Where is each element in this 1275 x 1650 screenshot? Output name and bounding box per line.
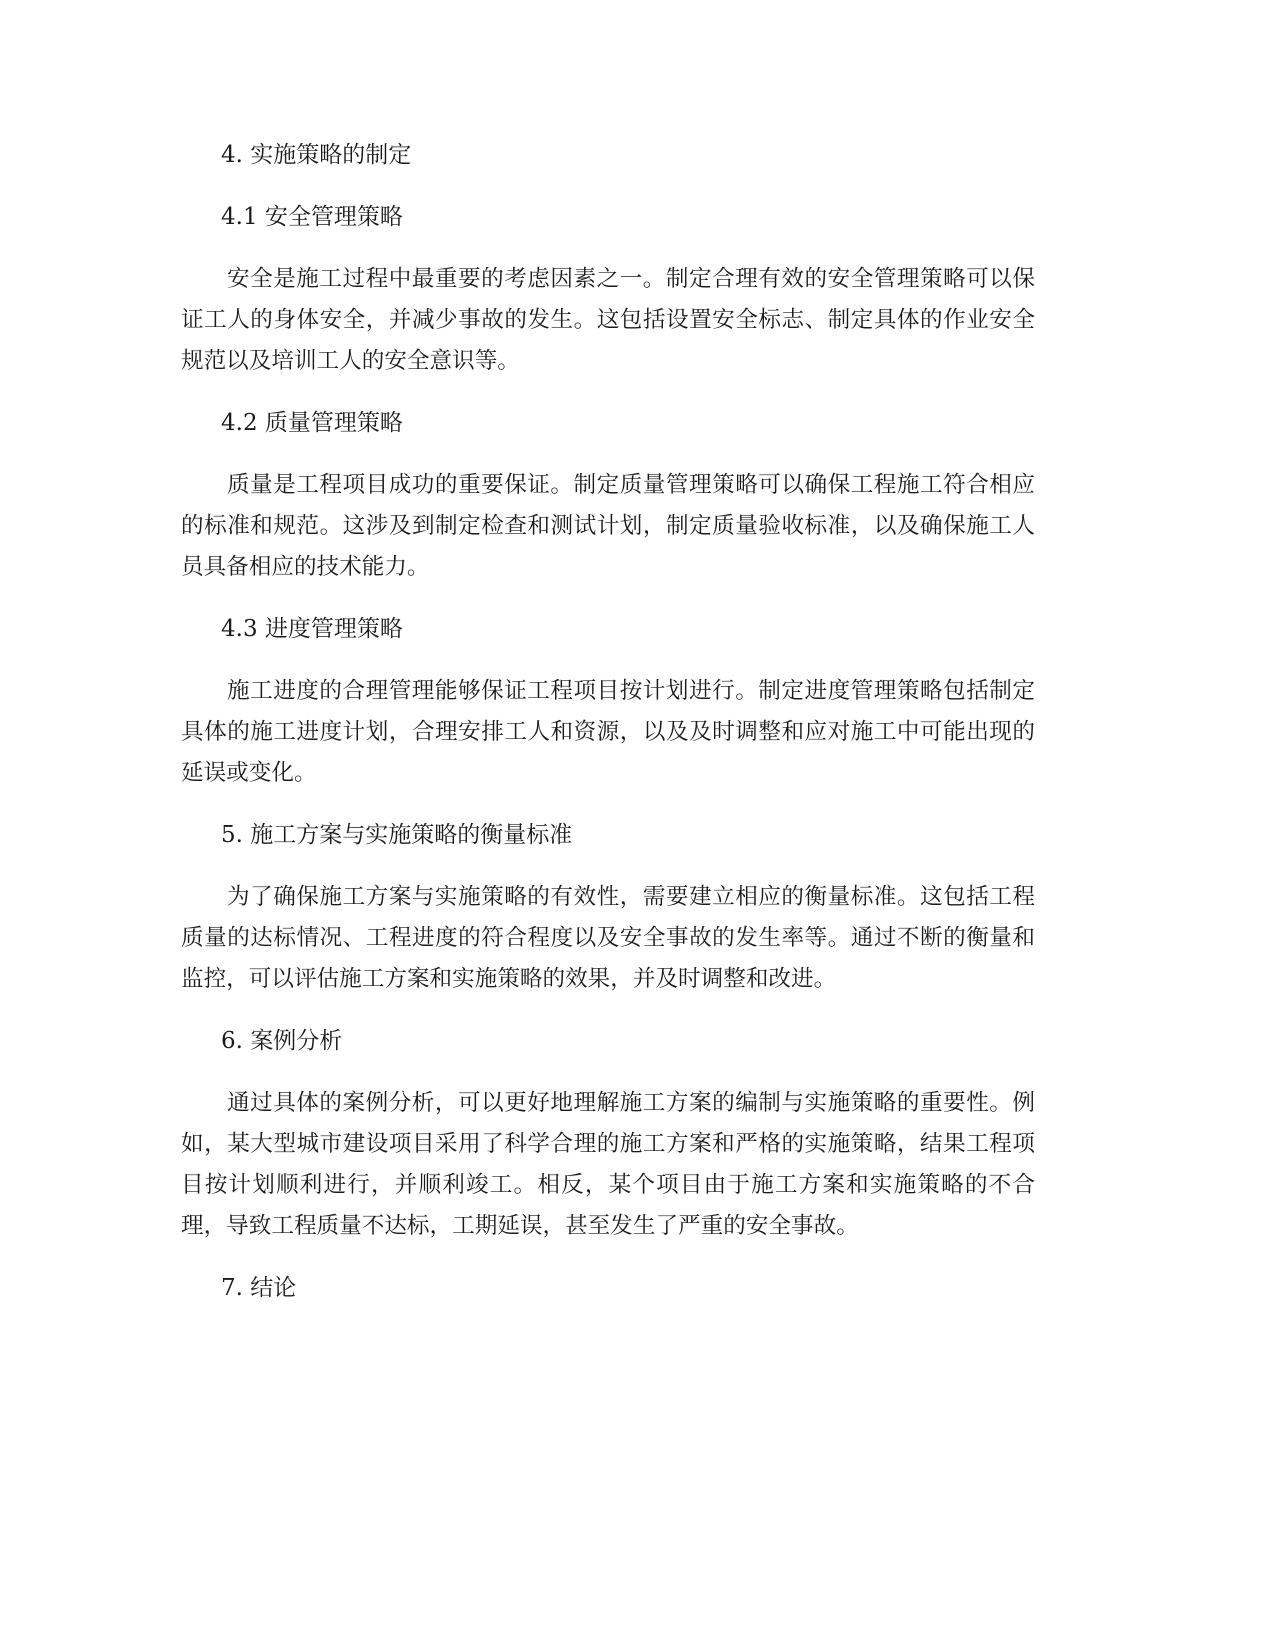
paragraph-case-study: 通过具体的案例分析，可以更好地理解施工方案的编制与实施策略的重要性。例如，某大型城市建设项目采用了科学合理的施工方案和严格的实施策略，结果工程项目按计划顺利进行，并顺利竣工。相反，某个项目由于施工方案和实施策略的不合理，导致工程质量不达标，工期延误，甚至发生了严重的安全事故。 xyxy=(181,1090,1035,1239)
section-heading-7: 7. 结论 xyxy=(221,1275,297,1301)
section-heading-6: 6. 案例分析 xyxy=(221,1028,343,1054)
section-heading-5: 5. 施工方案与实施策略的衡量标准 xyxy=(221,822,573,848)
section-heading-4-1: 4.1 安全管理策略 xyxy=(221,204,403,230)
section-heading-4: 4. 实施策略的制定 xyxy=(221,142,412,168)
paragraph-quality: 质量是工程项目成功的重要保证。制定质量管理策略可以确保工程施工符合相应的标准和规范。这涉及到制定检查和测试计划，制定质量验收标准，以及确保施工人员具备相应的技术能力。 xyxy=(181,472,1035,580)
document-page xyxy=(181,135,1035,1330)
section-heading-4-2: 4.2 质量管理策略 xyxy=(221,410,403,436)
paragraph-criteria: 为了确保施工方案与实施策略的有效性，需要建立相应的衡量标准。这包括工程质量的达标情况、工程进度的符合程度以及安全事故的发生率等。通过不断的衡量和监控，可以评估施工方案和实施策略的效果，并及时调整和改进。 xyxy=(181,884,1035,992)
section-heading-4-3: 4.3 进度管理策略 xyxy=(221,616,403,642)
paragraph-schedule: 施工进度的合理管理能够保证工程项目按计划进行。制定进度管理策略包括制定具体的施工进度计划，合理安排工人和资源，以及及时调整和应对施工中可能出现的延误或变化。 xyxy=(181,678,1035,786)
paragraph-safety: 安全是施工过程中最重要的考虑因素之一。制定合理有效的安全管理策略可以保证工人的身体安全，并减少事故的发生。这包括设置安全标志、制定具体的作业安全规范以及培训工人的安全意识等。 xyxy=(181,266,1035,374)
